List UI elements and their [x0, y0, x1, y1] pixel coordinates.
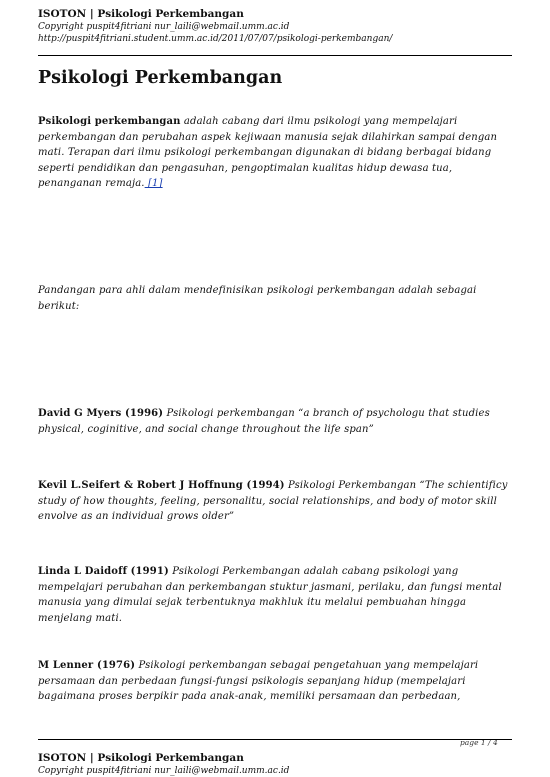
definition-text: Psikologi Perkembangan “The schientificy study of how thoughts, feeling, personalitu, social relationships, and body of motor skill envolve as an individual grows older” [38, 480, 508, 522]
page-number: page 1 / 4 [460, 738, 498, 747]
definition-author: M Lenner (1976) [38, 660, 136, 671]
definition-seifert [38, 478, 514, 525]
footnote-link[interactable]: [1] [144, 178, 163, 189]
definition-author: Linda L Daidoff (1991) [38, 566, 169, 577]
definition-text: Psikologi perkembangan sebagai pengetahuan yang mempelajari persamaan dan perbedaan fungsi-fungsi psikologis sepanjang hidup (mempelajari bagaimana proses berpikir pada anak-anak, memiliki persamaan dan perbedaan, [38, 660, 479, 702]
intro-paragraph [38, 114, 514, 192]
header-divider [38, 55, 512, 56]
page-footer [38, 752, 508, 777]
intro-text: adalah cabang dari ilmu psikologi yang mempelajari perkembangan dan perubahan aspek kejiwaan manusia sejak dilahirkan sampai dengan mati. Terapan dari ilmu psikologi perkembangan digunakan di bidang berbagai bidang seperti pendidikan dan pengasuhan, pengoptimalan kualitas hidup dewasa tua, penanganan remaja. [38, 116, 498, 189]
footer-copyright: Copyright puspit4fitriani nur_laili@webmail.umm.ac.id [38, 766, 290, 776]
definition-author: Kevil L.Seifert & Robert J Hoffnung (1994) [38, 480, 285, 491]
definition-text: Psikologi perkembangan “a branch of psychologu that studies physical, coginitive, and social change throughout the life span” [38, 408, 490, 435]
footer-divider [38, 739, 512, 740]
definition-text: Psikologi Perkembangan adalah cabang psikologi yang mempelajari perubahan dan perkembangan stuktur jasmani, perilaku, dan fungsi mental manusia yang dimulai sejak terbentuknya makhluk itu melalui pembuahan hingga menjelang mati. [38, 566, 502, 624]
header-url: http://puspit4fitriani.student.umm.ac.id/2011/07/07/psikologi-perkembangan/ [38, 34, 393, 44]
definition-author: David G Myers (1996) [38, 408, 164, 419]
header-title: ISOTON | Psikologi Perkembangan [38, 8, 244, 20]
intro-term: Psikologi perkembangan [38, 116, 181, 127]
header-copyright: Copyright puspit4fitriani nur_laili@webmail.umm.ac.id [38, 22, 290, 32]
definition-lenner [38, 658, 514, 705]
lead-paragraph: Pandangan para ahli dalam mendefinisikan psikologi perkembangan adalah sebagai berikut: [38, 285, 477, 312]
definition-myers [38, 406, 514, 437]
footer-title: ISOTON | Psikologi Perkembangan [38, 752, 244, 764]
page-title: Psikologi Perkembangan [38, 68, 283, 88]
definition-daidoff [38, 564, 514, 626]
page-header [38, 8, 508, 45]
